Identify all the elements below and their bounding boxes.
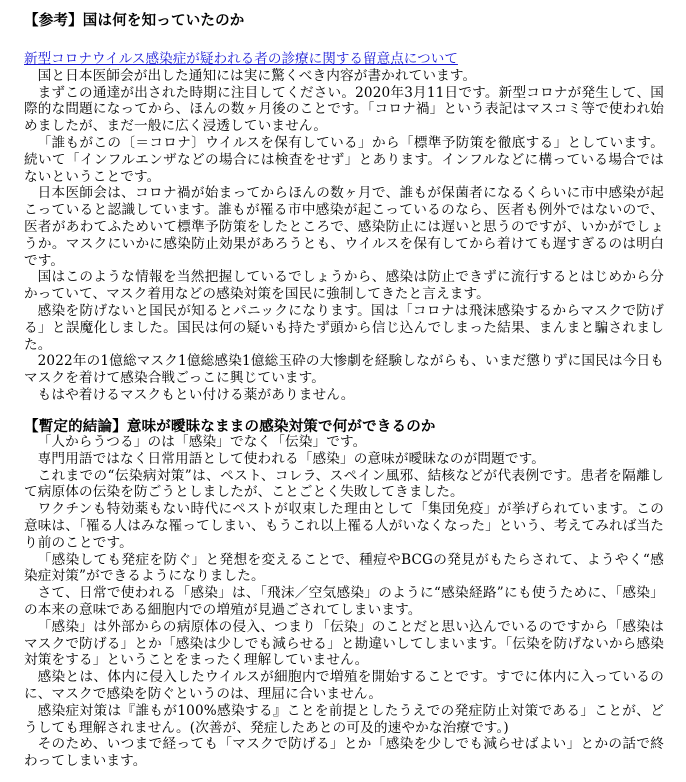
paragraph: 専門用語ではなく日常用語として使われる「感染」の意味が曖昧なのが問題です。 xyxy=(37,450,546,467)
paragraph: 「人からうつる」のは「感染」でなく「伝染」です。 xyxy=(37,434,367,450)
section-heading-conclusion: 【暫定的結論】意味が曖昧なままの感染対策で何ができるのか xyxy=(24,419,436,435)
paragraph: さて、日常で使われる「感染」は、「飛沫／空気感染」のように“感染経路”にも使うために、「感染」の本来の意味である細胞内での増殖が見過ごされてしまいます。 xyxy=(24,585,664,618)
paragraph: これまでの“伝染病対策”は、ペスト、コレラ、スペイン風邪、結核などが代表例です。患者を隔離して病原体の伝染を防ごうとしましたが、ことごとく失敗してきました。 xyxy=(24,467,664,501)
paragraph: 国と日本医師会が出した通知には実に驚くべき内容が書かれています。 xyxy=(37,67,477,84)
paragraph: 「感染」は外部からの病原体の侵入、つまり「伝染」のことだと思い込んでいるのですから「感染はマスクで防げる」とか「感染は少しでも減らせる」と勘違いしてしまいます。「伝染を防げないから感染対策をする」ということをまったく理解していません。 xyxy=(24,618,664,669)
paragraph: 国はこのような情報を当然把握しているでしょうから、感染は防止できずに流行するとはじめから分かっていて、マスク着用などの感染対策を国民に強制してきたと言えます。 xyxy=(24,269,664,303)
paragraph: 日本医師会は、コロナ禍が始まってからほんの数ヶ月で、誰もが保菌者になるくらいに市中感染が起こっていると認識しています。誰もが罹る市中感染が起こっているのなら、医者も例外ではないので、医者があわてふためいて標準予防策をしたところで、感染防止には遅いと思うのですが、いかがでしょうか。マスクにいかに感染防止効果があろうとも、ウイルスを保有してから着けても遅すぎるのは明白です。 xyxy=(24,185,664,269)
section-heading-reference: 【参考】国は何を知っていたのか xyxy=(24,13,245,29)
paragraph: 感染症対策は『誰もが100%感染する』ことを前提としたうえでの発症防止対策である」ことが、どうしても理解されません。(次善が、発症したあとの可及的速やかな治療です。) xyxy=(24,702,664,736)
section-conclusion xyxy=(24,434,664,770)
paragraph: そのため、いつまで経っても「マスクで防げる」とか「感染を少しでも減らせばよい」とかの話で終わってしまいます。 xyxy=(24,736,664,770)
paragraph: 「誰もがこの〔＝コロナ〕ウイルスを保有している」から「標準予防策を徹底する」としています。続いて「インフルエンザなどの場合には検査をせず」とあります。インフルなどに構っている場合ではないということです。 xyxy=(24,134,664,185)
paragraph: ワクチンも特効薬もない時代にペストが収束した理由として「集団免疫」が挙げられています。この意味は、「罹る人はみな罹ってしまい、もうこれ以上罹る人がいなくなった」という、考えてみれば当たり前のことです。 xyxy=(24,501,664,551)
notice-link[interactable]: 新型コロナウイルス感染症が疑われる者の診療に関する留意点について xyxy=(24,51,458,67)
paragraph: 2022年の1億総マスク1億総感染1億総玉砕の大惨劇を経験しながらも、いまだ懲りずに国民は今日もマスクを着けて感染合戦ごっこに興じています。 xyxy=(24,353,664,387)
section-reference xyxy=(24,48,664,404)
paragraph: まずこの通達が出された時期に注目してください。2020年3月11日です。新型コロナが発生して、国際的な問題になってから、ほんの数ヶ月後のことです。「コロナ禍」という表記はマスコミ等で使われ始めましたが、まだ一般に広く浸透していません。 xyxy=(24,84,664,135)
paragraph: もはや着けるマスクもとい付ける薬がありません。 xyxy=(37,386,355,403)
paragraph: 感染とは、体内に侵入したウイルスが細胞内で増殖を開始することです。すでに体内に入っているのに、マスクで感染を防ぐというのは、理屈に合いません。 xyxy=(24,669,664,702)
paragraph: 「感染しても発症を防ぐ」と発想を変えることで、種痘やBCGの発見がもたらされて、ようやく“感染症対策”ができるようになりました。 xyxy=(24,551,664,585)
paragraph: 感染を防げないと国民が知るとパニックになります。国は「コロナは飛沫感染するからマスクで防げる」と誤魔化しました。国民は何の疑いも持たず頭から信じ込んでしまった結果、まんまと騙されました。 xyxy=(24,302,664,353)
